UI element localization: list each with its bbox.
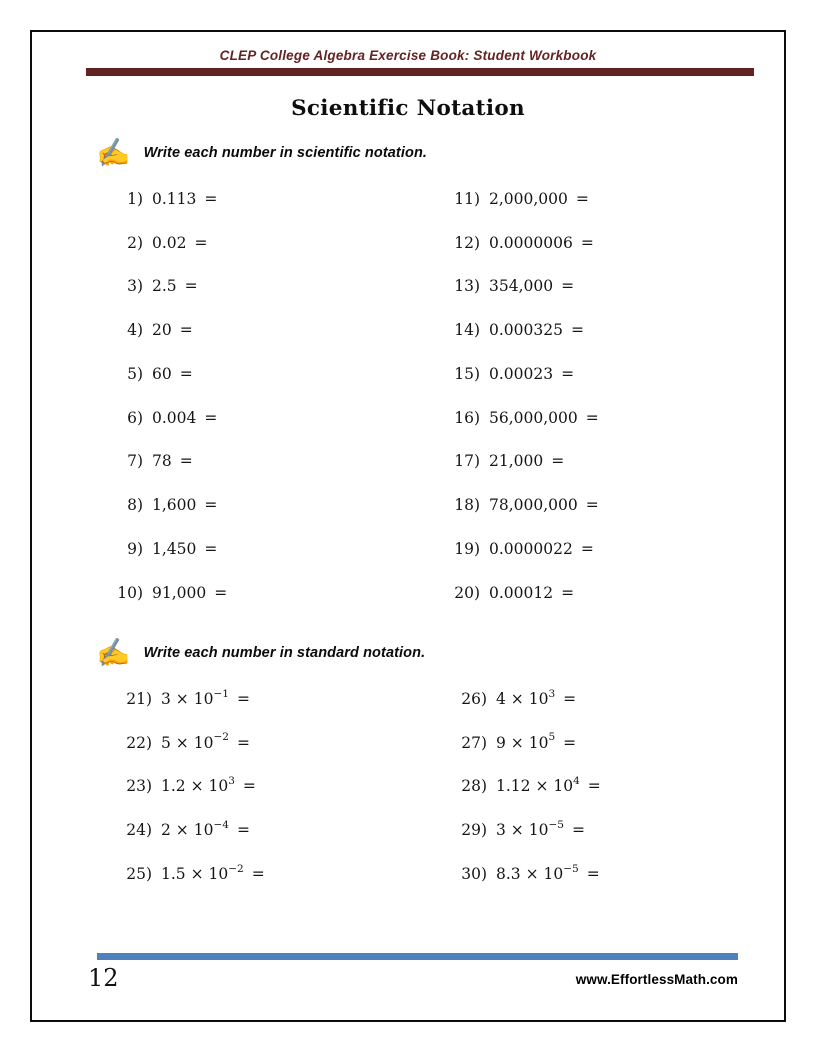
problem-row	[125, 765, 265, 809]
equals-sign: =	[563, 733, 577, 752]
problem-row	[460, 765, 601, 809]
exponent: −5	[563, 862, 579, 875]
problem-value: 354,000	[489, 277, 554, 296]
problem-number: 21)	[126, 689, 152, 708]
page-number: 12	[88, 964, 119, 992]
equals-sign: =	[585, 408, 599, 427]
section-2-instruction	[96, 638, 425, 668]
problem-row	[453, 571, 599, 615]
problem-row	[125, 808, 265, 852]
problem-row	[460, 852, 601, 896]
instruction-text: Write each number in scientific notation.	[143, 145, 428, 161]
problem-row	[116, 396, 227, 440]
equals-sign: =	[179, 321, 193, 340]
problem-number: 5)	[127, 364, 143, 383]
problem-value: 0.0000006	[489, 233, 573, 252]
equals-sign: =	[204, 408, 218, 427]
problem-row	[453, 527, 599, 571]
problem-value: $3 \times 10^{-1}$	[161, 687, 229, 708]
problem-value: $4 \times 10^3$	[496, 687, 556, 708]
problem-value: 78,000,000	[489, 496, 578, 515]
problem-value: 2.5	[152, 277, 177, 296]
problem-value: 1,600	[152, 496, 197, 515]
problem-number: 27)	[461, 733, 487, 752]
problem-row	[453, 308, 599, 352]
problem-value: 0.00012	[489, 583, 554, 602]
problem-row	[453, 177, 599, 221]
problem-row	[460, 808, 601, 852]
problems-column	[460, 677, 601, 896]
problem-value: 0.113	[152, 189, 197, 208]
equals-sign: =	[575, 189, 589, 208]
problem-number: 4)	[127, 321, 143, 340]
problem-number: 22)	[126, 733, 152, 752]
equals-sign: =	[561, 364, 575, 383]
equals-sign: =	[551, 452, 565, 471]
problem-value: 21,000	[489, 452, 544, 471]
problem-number: 3)	[127, 277, 143, 296]
problem-number: 8)	[127, 496, 143, 515]
problem-value: 0.0000022	[489, 539, 573, 558]
equals-sign: =	[570, 321, 584, 340]
equals-sign: =	[236, 821, 250, 840]
equals-sign: =	[251, 864, 265, 883]
equals-sign: =	[586, 864, 600, 883]
problem-row	[116, 527, 227, 571]
problem-number: 30)	[461, 864, 487, 883]
problem-number: 25)	[126, 864, 152, 883]
problem-number: 11)	[454, 189, 480, 208]
equals-sign: =	[561, 583, 575, 602]
equals-sign: =	[204, 539, 218, 558]
header-rule	[86, 68, 754, 76]
writing-hand-icon: ✍	[94, 636, 132, 670]
exponent: −2	[228, 862, 244, 875]
problem-number: 10)	[117, 583, 143, 602]
problem-value: 91,000	[152, 583, 207, 602]
equals-sign: =	[561, 277, 575, 296]
problem-value: 0.00023	[489, 364, 554, 383]
problem-number: 23)	[126, 777, 152, 796]
problem-row	[125, 852, 265, 896]
exponent: 3	[228, 775, 235, 788]
problem-value: 1,450	[152, 539, 197, 558]
website-url: www.EffortlessMath.com	[575, 972, 738, 987]
problem-row	[116, 308, 227, 352]
problem-row	[116, 440, 227, 484]
problem-value: 20	[152, 321, 172, 340]
equals-sign: =	[179, 452, 193, 471]
problem-value: $9 \times 10^5$	[496, 731, 556, 752]
problem-number: 14)	[454, 321, 480, 340]
problem-number: 29)	[461, 821, 487, 840]
problem-row	[453, 440, 599, 484]
problem-number: 7)	[127, 452, 143, 471]
equals-sign: =	[242, 777, 256, 796]
problem-value: $5 \times 10^{-2}$	[161, 731, 229, 752]
page-title: Scientific Notation	[291, 96, 525, 121]
equals-sign: =	[204, 189, 218, 208]
problem-value: 2,000,000	[489, 189, 568, 208]
problem-row	[116, 571, 227, 615]
problem-row	[460, 721, 601, 765]
problem-number: 6)	[127, 408, 143, 427]
equals-sign: =	[236, 733, 250, 752]
problem-number: 15)	[454, 364, 480, 383]
problem-value: $1.5 \times 10^{-2}$	[161, 862, 244, 883]
problem-number: 26)	[461, 689, 487, 708]
instruction-text: Write each number in standard notation.	[143, 645, 426, 661]
problem-value: 0.004	[152, 408, 197, 427]
problem-value: 60	[152, 364, 172, 383]
problem-value: 0.000325	[489, 321, 563, 340]
problem-row	[453, 396, 599, 440]
problem-row	[125, 677, 265, 721]
problem-value: $3 \times 10^{-5}$	[496, 818, 564, 840]
problem-number: 24)	[126, 821, 152, 840]
problem-number: 16)	[454, 408, 480, 427]
problems-column	[125, 677, 265, 896]
exponent: −5	[548, 818, 564, 831]
problem-value: 78	[152, 452, 172, 471]
exponent: 3	[548, 687, 556, 700]
problem-number: 2)	[127, 233, 143, 252]
equals-sign: =	[236, 689, 250, 708]
problem-number: 20)	[454, 583, 480, 602]
problem-value: $1.12 \times 10^4$	[496, 775, 580, 796]
equals-sign: =	[563, 689, 577, 708]
exponent: 4	[573, 775, 580, 788]
exponent: −2	[213, 731, 229, 744]
writing-hand-icon: ✍	[94, 136, 132, 170]
exponent: −4	[213, 818, 229, 831]
problem-row	[125, 721, 265, 765]
book-title: CLEP College Algebra Exercise Book: Student Workbook	[219, 48, 597, 63]
problem-value: 56,000,000	[489, 408, 578, 427]
equals-sign: =	[585, 496, 599, 515]
equals-sign: =	[204, 496, 218, 515]
problem-row	[116, 177, 227, 221]
problem-number: 19)	[454, 539, 480, 558]
equals-sign: =	[587, 777, 601, 796]
problem-row	[460, 677, 601, 721]
problem-number: 1)	[127, 189, 143, 208]
problem-value: 0.02	[152, 233, 187, 252]
problem-row	[116, 265, 227, 309]
section-1-instruction	[96, 138, 427, 168]
footer-rule	[97, 953, 738, 960]
problems-column	[453, 177, 599, 615]
equals-sign: =	[179, 364, 193, 383]
exponent: 5	[548, 731, 556, 744]
problem-row	[453, 221, 599, 265]
equals-sign: =	[571, 821, 585, 840]
equals-sign: =	[194, 233, 208, 252]
problem-row	[116, 352, 227, 396]
problem-number: 13)	[454, 277, 480, 296]
problem-value: $8.3 \times 10^{-5}$	[496, 862, 579, 883]
problem-row	[453, 483, 599, 527]
problem-row	[453, 265, 599, 309]
exponent: −1	[213, 687, 229, 700]
equals-sign: =	[214, 583, 228, 602]
problem-row	[116, 483, 227, 527]
problem-number: 17)	[454, 452, 480, 471]
problem-number: 28)	[461, 777, 487, 796]
equals-sign: =	[580, 233, 594, 252]
equals-sign: =	[580, 539, 594, 558]
problem-value: $1.2 \times 10^3$	[161, 775, 235, 796]
problem-number: 18)	[454, 496, 480, 515]
problem-row	[453, 352, 599, 396]
problem-row	[116, 221, 227, 265]
problem-number: 12)	[454, 233, 480, 252]
problem-value: $2 \times 10^{-4}$	[161, 818, 229, 840]
equals-sign: =	[184, 277, 198, 296]
problem-number: 9)	[127, 539, 143, 558]
problems-column	[116, 177, 227, 615]
